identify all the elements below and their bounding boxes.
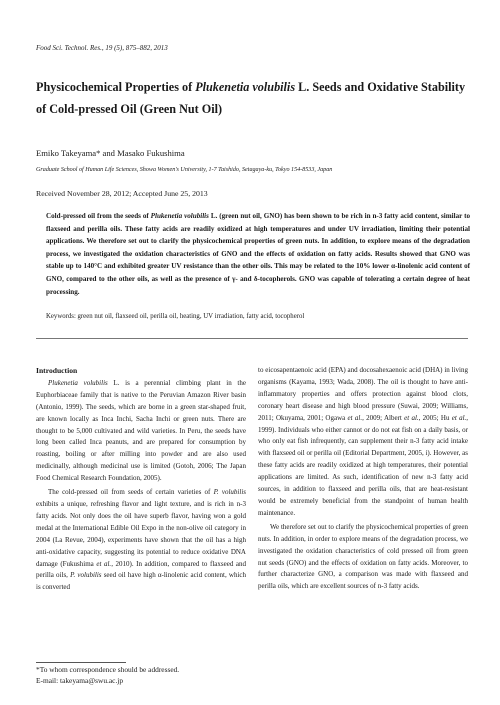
- footnote-divider: [36, 662, 126, 663]
- title-species: Plukenetia volubilis: [195, 80, 296, 94]
- journal-citation: Food Sci. Technol. Res., 19 (5), 875–882, 2013: [36, 44, 168, 52]
- species-name: P. volubilis: [213, 488, 246, 497]
- paragraph: We therefore set out to clarify the physicochemical properties of green nuts. In addition, in order to explore means of the degradation process, we investigated the oxidation characteristics of cold pressed oil from green nut seeds (GNO) and the effects of oxidation on fatty acids. Moreover, to further characterize GNO, a comparison was made with flaxseed and perilla oils, which are excellent sources of n-3 fatty acids.: [258, 522, 468, 591]
- paragraph: [36, 378, 246, 485]
- email-address: E-mail: takeyama@swu.ac.jp: [36, 676, 124, 685]
- paragraph-text: L. is a perennial climbing plant in the Euphorbiaceae family that is native to the Peruvian Amazon River basin (Antonio, 1999). The seeds, which are borne in a green star-shaped fruit, are known locally as Inca Inchi, Sacha Inchi or green nuts. There are thought to be 5,000 cultivated and wild varieties. In Peru, the seeds have long been called Inca peanuts, and are prepared for consumption by roasting, boiling or after milling into powder and are also used medicinally, although medicinal use is limited (Gotoh, 2006; The Japan Food Chemical Research Foundation, 2005).: [36, 378, 246, 483]
- title-line-2: of Cold-pressed Oil (Green Nut Oil): [36, 102, 223, 116]
- paragraph-text: , 2010). In addition, compared to flaxseed and perilla oils,: [36, 559, 247, 580]
- paragraph-text: , 2009; Albert: [362, 413, 405, 422]
- et-al: et al.: [347, 413, 363, 422]
- paragraph-text: , 2005; Hu: [418, 413, 452, 422]
- paragraph-text: to eicosapentaenoic acid (EPA) and docosahexaenoic acid (DHA) in living organisms (Kayama, 1993; Wada, 2008). The oil is thought to have anti-inflammatory properties and offers protection against blood clots, coronary heart disease and high blood pressure (Suwai, 2009; Williams, 2011; Okuyama, 2001; Ogawa: [258, 366, 468, 422]
- abstract: [46, 210, 470, 298]
- received-dates: Received November 28, 2012; Accepted June 25, 2013: [36, 189, 208, 198]
- article-title: [36, 76, 466, 120]
- paragraph-text: exhibits a unique, refreshing flavor and light texture, and is rich in n-3 fatty acids. Not only does the oil have superb flavor, having won a gold medal at the International Edible Oil Expo in the non-olive oil category in 2004 (La Revue, 2004), experiments have shown that the oil has a high anti-oxidative capacity, suggesting its potential to reduce oxidative DNA damage (Fukushima: [36, 499, 246, 568]
- section-heading: Introduction: [36, 366, 78, 375]
- et-al: et al.: [451, 413, 467, 422]
- abstract-species: Plukenetia volubilis: [150, 212, 209, 220]
- et-al: et al.: [96, 559, 112, 568]
- abstract-text: L. (green nut oil, GNO) has been shown to be rich in n-3 fatty acid content, similar to flaxseed and perilla oils. These fatty acids are readily oxidized at high temperatures and under UV irradiation, limiting their potential applications. We therefore set out to clarify the physicochemical properties of green nuts. In addition, to explore means of the degradation process, we investigated the oxidation characteristics of GNO and the effects of oxidation on fatty acids. Results showed that GNO was stable up to 140°C and exhibited greater UV resistance than the other oils. This may be related to the 10% lower α-linolenic acid content of GNO, compared to the other oils, as well as the presence of γ- and δ-tocopherols. GNO was capable of tolerating a certain degree of heat processing.: [46, 212, 470, 296]
- keywords: Keywords: green nut oil, flaxseed oil, perilla oil, heating, UV irradiation, fatty acid, tocopherol: [46, 313, 305, 320]
- affiliation: Graduate School of Human Life Sciences, Showa Women's University, 1-7 Taishido, Setagaya-ku, Tokyo 154-8533, Japan: [36, 167, 333, 173]
- footnote: [36, 664, 179, 686]
- title-part: L. Seeds and Oxidative Stability: [295, 80, 466, 94]
- et-al: et al.: [404, 413, 419, 422]
- correspondence-note: *To whom correspondence should be addressed.: [36, 665, 180, 674]
- paragraph-text: , 1999). Individuals who either cannot or do not eat fish on a daily basis, or who only eat fish infrequently, can supplement their n-3 fatty acid intake with flaxseed oil or perilla oil (Editorial Department, 2005, i). However, as these fatty acids are readily oxidized at high temperatures, their potential applications are limited. As such, identification of new n-3 fatty acid sources, in addition to flaxseed and perilla oils, that are heat-resistant would be extremely beneficial from the standpoint of human health maintenance.: [258, 413, 469, 517]
- right-column: [258, 365, 468, 593]
- section-divider: [36, 338, 468, 339]
- title-part: Physicochemical Properties of: [36, 80, 196, 94]
- left-column: [36, 365, 246, 594]
- species-name: Plukenetia volubilis: [48, 378, 108, 387]
- paragraph: [36, 487, 246, 594]
- paragraph: [258, 365, 468, 520]
- abstract-text: Cold-pressed oil from the seeds of: [46, 212, 151, 220]
- paragraph-text: The cold-pressed oil from seeds of certain varieties of: [48, 488, 214, 497]
- paragraph-text: seed oil have high α-linolenic acid content, which is converted: [36, 571, 246, 592]
- author-list: Emiko Takeyama* and Masako Fukushima: [36, 148, 185, 158]
- species-name: P. volubilis: [70, 571, 102, 580]
